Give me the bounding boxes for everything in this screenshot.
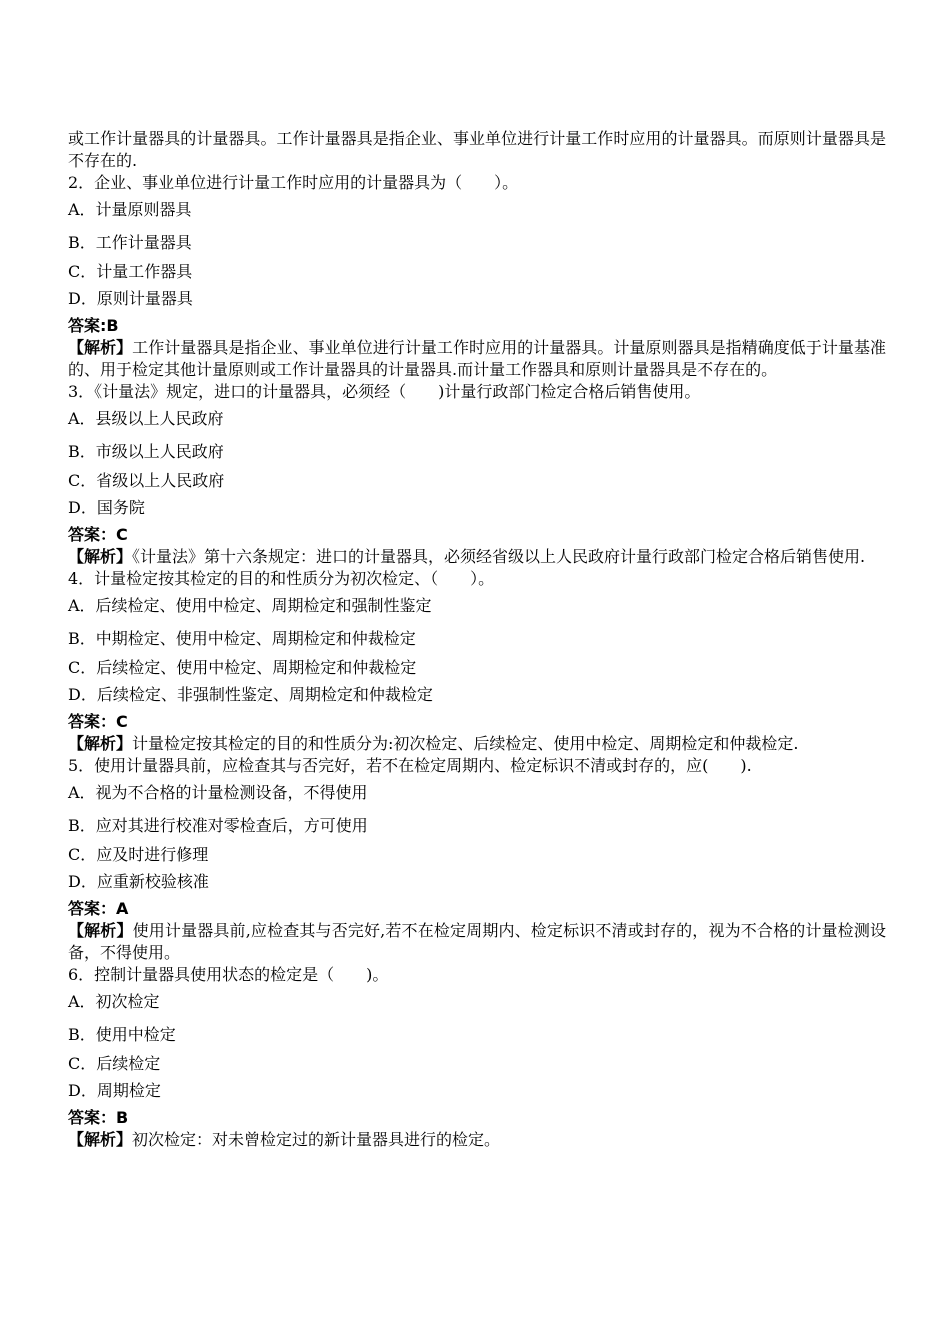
- option-d: D．应重新校验核准: [68, 872, 209, 891]
- analysis: [68, 546, 886, 568]
- analysis: [68, 337, 886, 381]
- intro-paragraph: 或工作计量器具的计量器具。工作计量器具是指企业、事业单位进行计量工作时应用的计量器具。而原则计量器具是不存在的.: [68, 129, 886, 170]
- question-2: [68, 172, 886, 381]
- analysis-label: 【解析】: [68, 921, 133, 940]
- option-a: A．视为不合格的计量检测设备，不得使用: [68, 783, 368, 802]
- option-a: A．计量原则器具: [68, 200, 192, 219]
- question-5: [68, 755, 886, 964]
- question-6: [68, 964, 886, 1151]
- analysis-text: 《计量法》第十六条规定：进口的计量器具，必须经省级以上人民政府计量行政部门检定合格后销售使用.: [132, 547, 866, 566]
- answer: 答案：C: [68, 525, 128, 544]
- analysis-text: 工作计量器具是指企业、事业单位进行计量工作时应用的计量器具。计量原则器具是指精确度低于计量基准的、用于检定其他计量原则或工作计量器具的计量器具.而计量工作器具和原则计量器具是不存在的。: [68, 338, 886, 379]
- answer: 答案：B: [68, 1108, 129, 1127]
- option-c: C．后续检定、使用中检定、周期检定和仲裁检定: [68, 658, 417, 677]
- analysis-text: 使用计量器具前,应检查其与否完好,若不在检定周期内、检定标识不清或封存的，视为不合格的计量检测设备，不得使用。: [68, 921, 886, 962]
- question-stem: 3．《计量法》规定，进口的计量器具，必须经（ )计量行政部门检定合格后销售使用。: [68, 382, 701, 401]
- question-stem: 5．使用计量器具前，应检查其与否完好，若不在检定周期内、检定标识不清或封存的，应( ).: [68, 756, 752, 775]
- answer: 答案：C: [68, 712, 128, 731]
- answer: 答案：A: [68, 899, 129, 918]
- analysis: [68, 920, 886, 964]
- option-c: C．应及时进行修理: [68, 845, 209, 864]
- option-c: C．省级以上人民政府: [68, 471, 225, 490]
- option-b: B．应对其进行校准对零检查后，方可使用: [68, 816, 368, 835]
- analysis-label: 【解析】: [68, 338, 133, 357]
- analysis-label: 【解析】: [68, 1130, 133, 1149]
- analysis-text: 初次检定：对未曾检定过的新计量器具进行的检定。: [132, 1130, 501, 1149]
- option-b: B．使用中检定: [68, 1025, 176, 1044]
- option-d: D．国务院: [68, 498, 145, 517]
- option-b: B．工作计量器具: [68, 233, 192, 252]
- question-3: [68, 381, 886, 568]
- question-4: [68, 568, 886, 755]
- option-d: D．后续检定、非强制性鉴定、周期检定和仲裁检定: [68, 685, 433, 704]
- analysis: [68, 1129, 886, 1151]
- option-d: D．周期检定: [68, 1081, 161, 1100]
- answer: 答案:B: [68, 316, 119, 335]
- option-a: A．县级以上人民政府: [68, 409, 224, 428]
- option-a: A．后续检定、使用中检定、周期检定和强制性鉴定: [68, 596, 432, 615]
- option-c: C．后续检定: [68, 1054, 161, 1073]
- option-a: A．初次检定: [68, 992, 160, 1011]
- question-stem: 6．控制计量器具使用状态的检定是（ )。: [68, 965, 389, 984]
- document-page: [68, 128, 886, 1151]
- option-c: C．计量工作器具: [68, 262, 193, 281]
- analysis-text: 计量检定按其检定的目的和性质分为:初次检定、后续检定、使用中检定、周期检定和仲裁检定.: [132, 734, 799, 753]
- question-stem: 2．企业、事业单位进行计量工作时应用的计量器具为（ ）。: [68, 173, 519, 192]
- analysis-label: 【解析】: [68, 734, 133, 753]
- question-stem: 4．计量检定按其检定的目的和性质分为初次检定、（ ）。: [68, 569, 495, 588]
- option-b: B．中期检定、使用中检定、周期检定和仲裁检定: [68, 629, 416, 648]
- analysis: [68, 733, 886, 755]
- option-b: B．市级以上人民政府: [68, 442, 224, 461]
- option-d: D．原则计量器具: [68, 289, 193, 308]
- analysis-label: 【解析】: [68, 547, 133, 566]
